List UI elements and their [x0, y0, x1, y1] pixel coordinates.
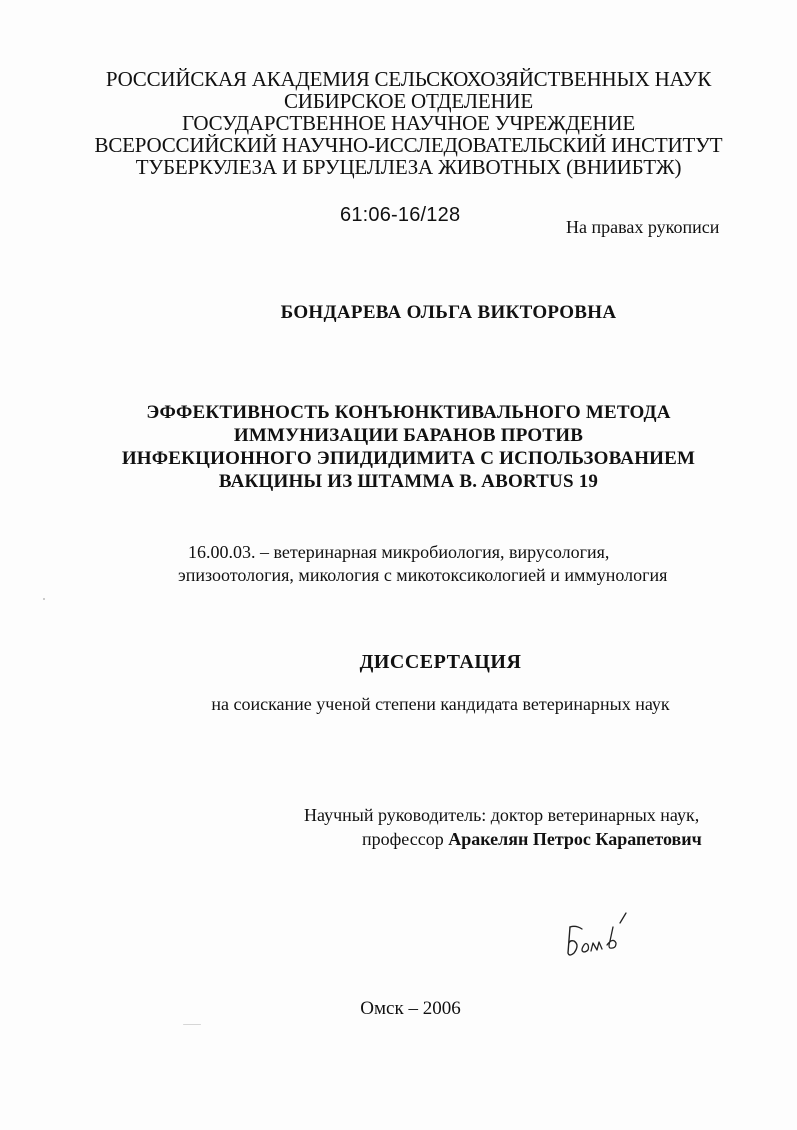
title-line-3: ИНФЕКЦИОННОГО ЭПИДИДИМИТА С ИСПОЛЬЗОВАНИЕМ	[121, 448, 696, 469]
title-line-2: ИММУНИЗАЦИИ БАРАНОВ ПРОТИВ	[233, 425, 584, 446]
title-line-1: ЭФФЕКТИВНОСТЬ КОНЪЮНКТИВАЛЬНОГО МЕТОДА	[146, 402, 671, 423]
city-year: Омск – 2006	[360, 998, 461, 1019]
supervisor-line-1: Научный руководитель: доктор ветеринарных наук,	[304, 805, 700, 825]
handwritten-signature	[560, 905, 650, 965]
org-line-institute-name: ТУБЕРКУЛЕЗА И БРУЦЕЛЛЕЗА ЖИВОТНЫХ (ВНИИБТЖ)	[135, 155, 682, 179]
supervisor-name: Аракелян Петрос Карапетович	[448, 829, 702, 849]
supervisor-line-2	[362, 829, 702, 850]
supervisor-title: профессор	[362, 829, 449, 849]
degree-note: на соискание ученой степени кандидата ветеринарных наук	[211, 694, 670, 714]
document-type: ДИССЕРТАЦИЯ	[359, 651, 522, 673]
org-line-institute: ВСЕРОССИЙСКИЙ НАУЧНО-ИССЛЕДОВАТЕЛЬСКИЙ ИНСТИТУТ	[94, 133, 723, 157]
catalog-code: 61:06-16/128	[340, 204, 461, 226]
org-line-branch: СИБИРСКОЕ ОТДЕЛЕНИЕ	[283, 89, 534, 113]
specialty-line-1: 16.00.03. – ветеринарная микробиология, вирусология,	[188, 542, 610, 562]
rights-note: На правах рукописи	[566, 217, 720, 237]
scan-speck	[183, 1024, 201, 1025]
author-name: БОНДАРЕВА ОЛЬГА ВИКТОРОВНА	[280, 302, 617, 323]
scan-speck	[43, 598, 45, 600]
org-line-academy: РОССИЙСКАЯ АКАДЕМИЯ СЕЛЬСКОХОЗЯЙСТВЕННЫХ НАУК	[105, 67, 712, 91]
title-line-4: ВАКЦИНЫ ИЗ ШТАММА B. ABORTUS 19	[218, 471, 599, 492]
specialty-line-2: эпизоотология, микология с микотоксикологией и иммунология	[178, 565, 668, 585]
org-line-institution-type: ГОСУДАРСТВЕННОЕ НАУЧНОЕ УЧРЕЖДЕНИЕ	[182, 111, 635, 135]
